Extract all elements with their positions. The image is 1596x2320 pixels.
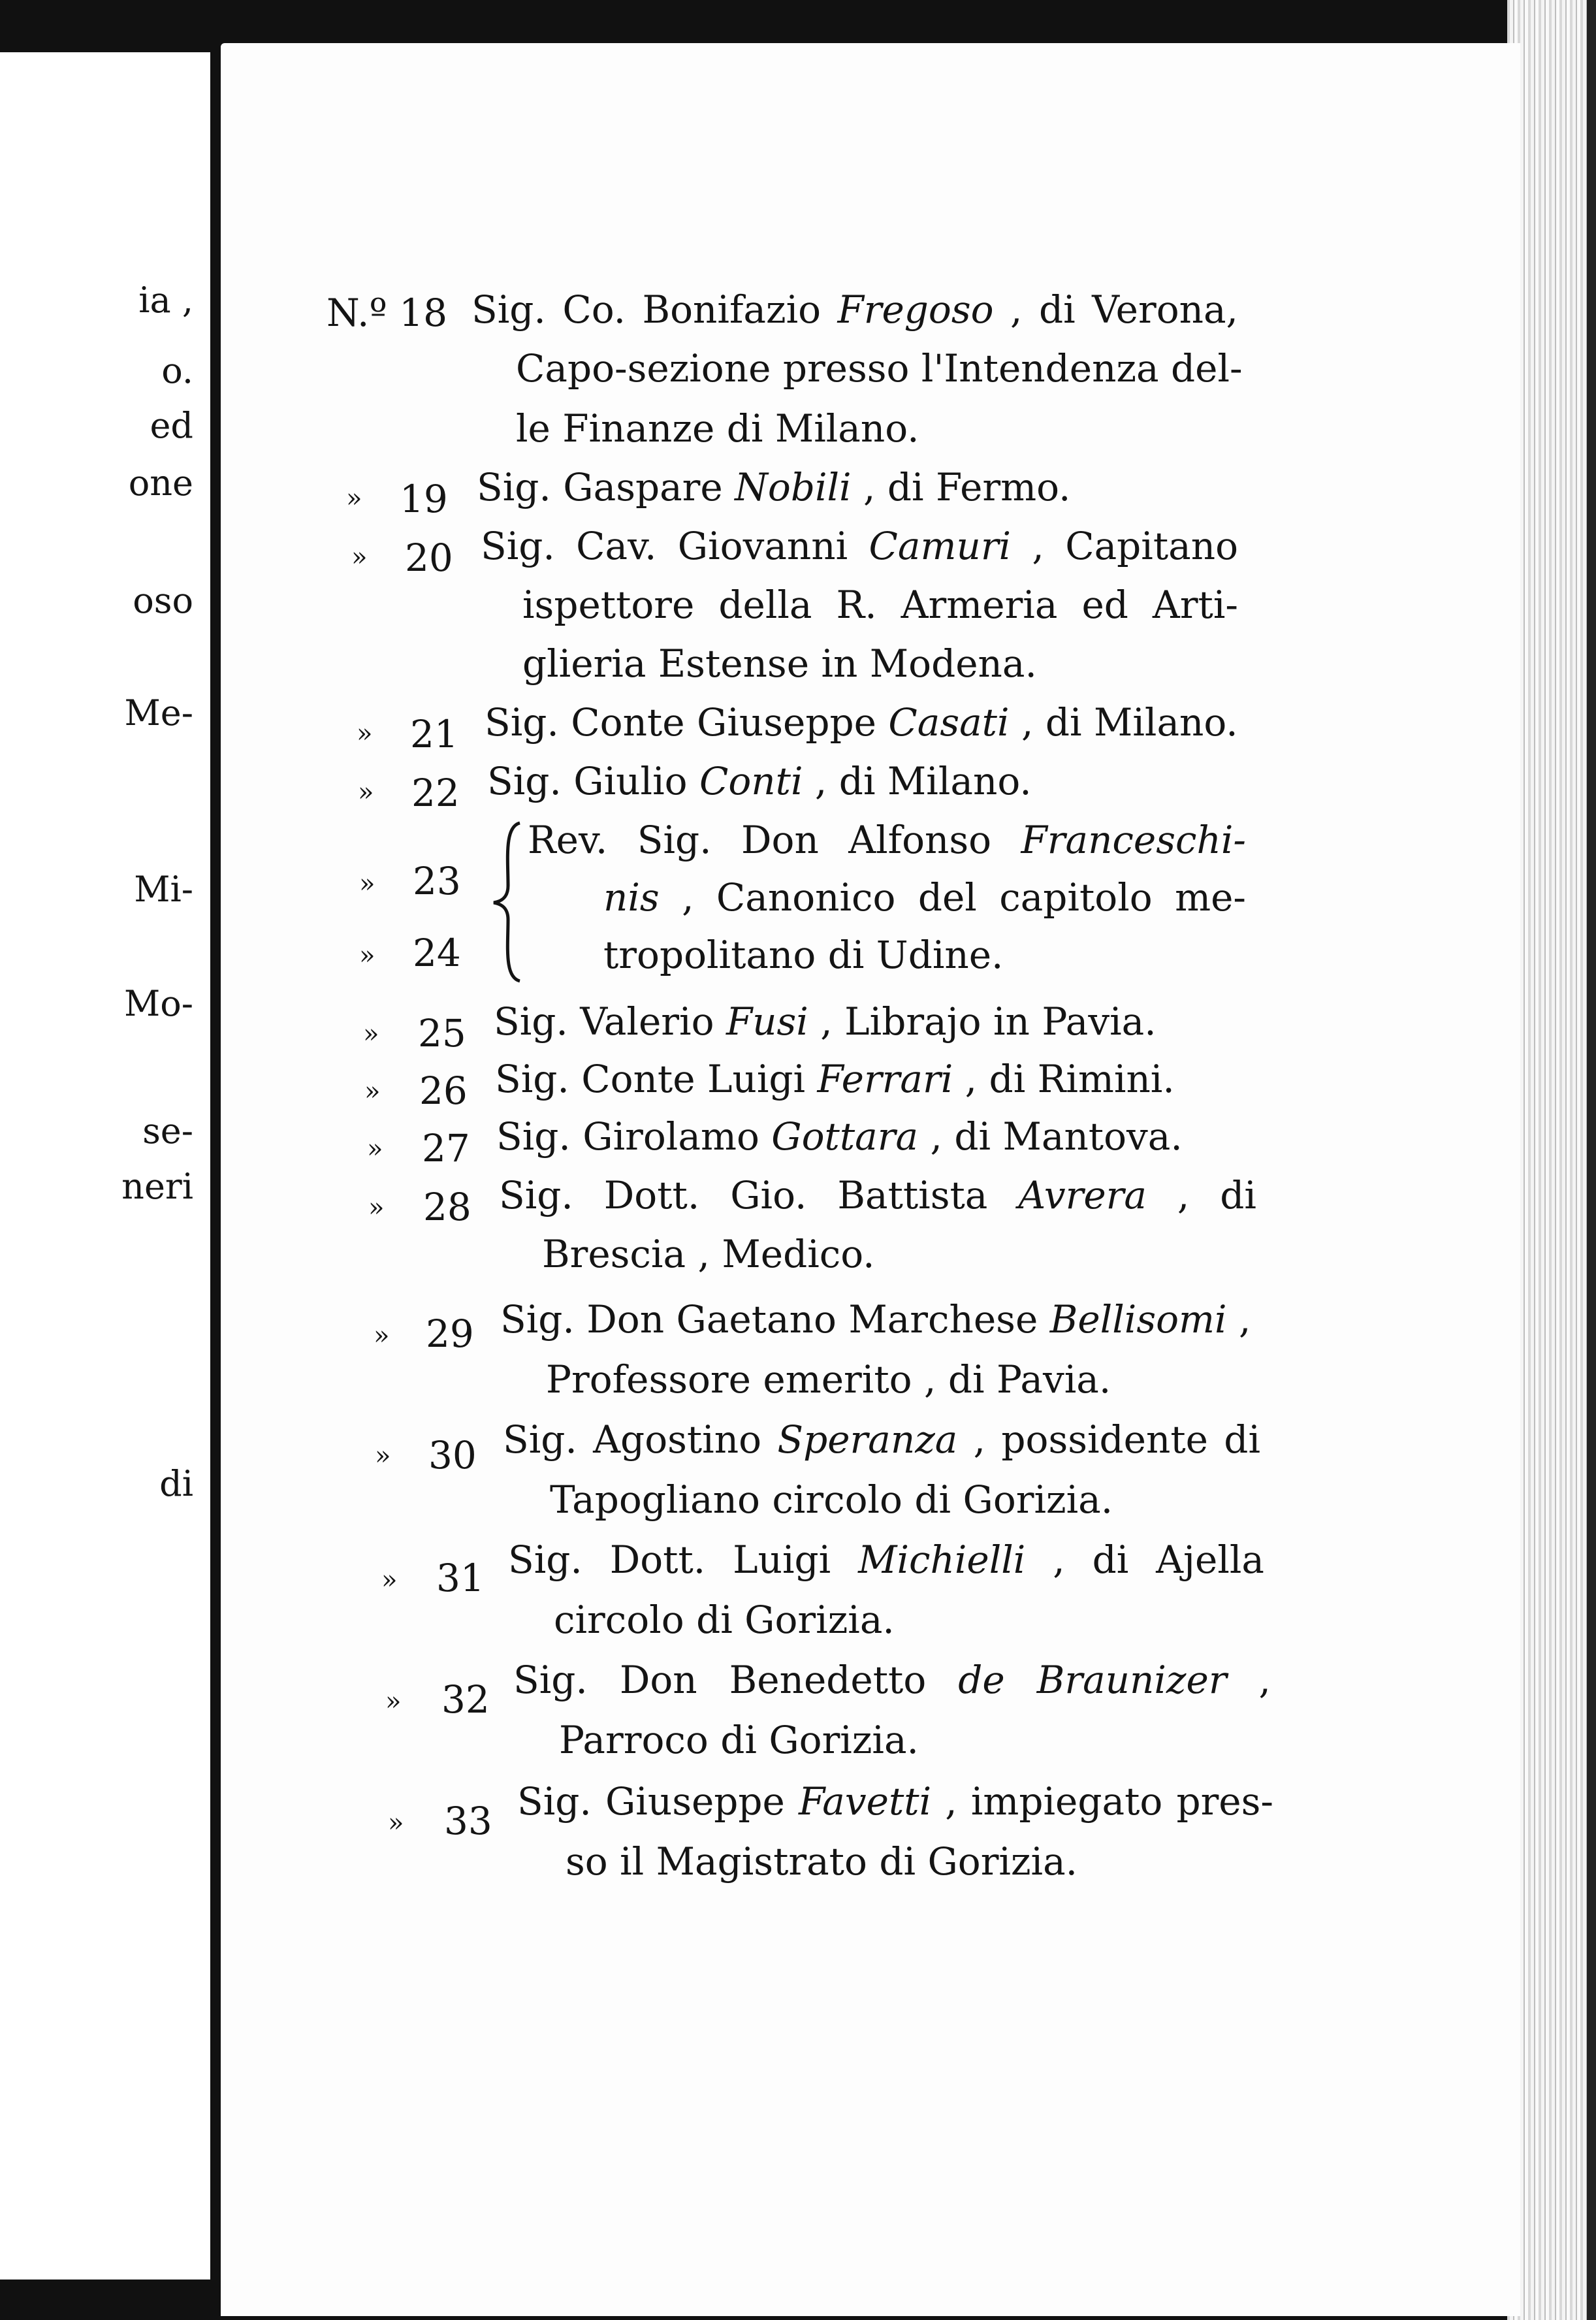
entry-line: tropolitano di Udine. [603, 933, 1004, 977]
entry-line: Professore emerito , di Pavia. [546, 1357, 1111, 1402]
entry-line: Capo-sezione presso l'Intendenza del- [516, 346, 1243, 391]
entry-line: Sig. Girolamo Gottara , di Mantova. [496, 1114, 1183, 1159]
entry-number: 25 [418, 1011, 466, 1055]
left-text-fragment: Me- [124, 692, 193, 733]
left-text-fragment: ed [150, 405, 193, 446]
ditto-mark: » [359, 869, 373, 899]
entry-line: Sig. Valerio Fusi , Librajo in Pavia. [494, 999, 1157, 1044]
entry-line: Sig. Conte Luigi Ferrari , di Rimini. [495, 1057, 1175, 1101]
entry-line: Sig. Cav. Giovanni Camuri , Capitano [481, 524, 1238, 568]
entry-line: Sig. Don Gaetano Marchese Bellisomi , [500, 1297, 1251, 1342]
ditto-mark: » [357, 718, 370, 749]
entry-line: Brescia , Medico. [542, 1232, 875, 1276]
entry-number: 21 [410, 712, 458, 756]
entry-line: so il Magistrato di Gorizia. [566, 1839, 1078, 1884]
ditto-mark: » [367, 1134, 381, 1164]
entry-line: Sig. Conte Giuseppe Casati , di Milano. [485, 700, 1238, 745]
entry-number: N.º 18 [327, 291, 447, 335]
left-text-fragment: di [159, 1463, 193, 1504]
entry-number: 20 [405, 536, 453, 580]
ditto-mark: » [363, 1019, 377, 1049]
brace-icon [488, 820, 528, 984]
book-page-edge [1507, 0, 1596, 2320]
entry-number: 29 [426, 1312, 474, 1356]
entry-line: le Finanze di Milano. [516, 406, 919, 451]
left-text-fragment: Mi- [134, 869, 193, 910]
entry-line: nis , Canonico del capitolo me- [603, 875, 1246, 920]
ditto-mark: » [388, 1808, 402, 1838]
left-text-fragment: oso [133, 580, 193, 621]
entry-line: Sig. Dott. Gio. Battista Avrera , di [499, 1173, 1256, 1217]
entry-number: 24 [413, 931, 461, 975]
entry-line: Sig. Gaspare Nobili , di Fermo. [477, 465, 1071, 509]
entry-line: Parroco di Gorizia. [559, 1718, 919, 1762]
left-text-fragment: se- [142, 1110, 193, 1152]
ditto-mark: » [385, 1686, 399, 1716]
entry-number: 31 [436, 1556, 485, 1600]
ditto-mark: » [359, 941, 373, 971]
ditto-mark: » [364, 1076, 378, 1106]
ditto-mark: » [346, 483, 360, 513]
ditto-mark: » [374, 1321, 387, 1351]
ditto-mark: » [358, 777, 372, 807]
left-text-fragment: ia , [138, 280, 193, 321]
entry-line: Sig. Dott. Luigi Michielli , di Ajella [508, 1538, 1264, 1582]
entry-line: Rev. Sig. Don Alfonso Franceschi- [528, 818, 1246, 862]
entry-number: 33 [444, 1799, 492, 1843]
entry-line: Sig. Co. Bonifazio Fregoso , di Verona, [471, 287, 1238, 332]
ditto-mark: » [351, 542, 365, 572]
entry-line: circolo di Gorizia. [554, 1598, 895, 1642]
left-page [0, 52, 210, 2280]
ditto-mark: » [368, 1193, 382, 1223]
ditto-mark: » [375, 1441, 389, 1471]
entry-number: 23 [413, 859, 461, 903]
entry-line: Sig. Giuseppe Favetti , impiegato pres- [517, 1779, 1273, 1824]
entry-number: 26 [419, 1069, 468, 1113]
left-text-fragment: Mo- [123, 983, 193, 1024]
left-text-fragment: one [128, 462, 193, 504]
entry-number: 27 [422, 1126, 470, 1170]
entry-line: glieria Estense in Modena. [522, 641, 1037, 686]
entry-line: ispettore della R. Armeria ed Arti- [522, 583, 1238, 627]
ditto-mark: » [381, 1565, 395, 1595]
entry-line: Sig. Don Benedetto de Braunizer , [513, 1658, 1271, 1702]
entry-number: 28 [423, 1185, 471, 1229]
entry-line: Tapogliano circolo di Gorizia. [550, 1477, 1113, 1522]
entry-number: 22 [411, 771, 460, 815]
entry-number: 30 [428, 1433, 477, 1477]
entry-line: Sig. Giulio Conti , di Milano. [487, 759, 1032, 803]
entry-line: Sig. Agostino Speranza , possidente di [503, 1417, 1260, 1462]
left-text-fragment: neri [121, 1166, 193, 1207]
entry-number: 19 [400, 477, 448, 521]
entry-number: 32 [441, 1677, 490, 1722]
left-text-fragment: o. [161, 350, 193, 391]
